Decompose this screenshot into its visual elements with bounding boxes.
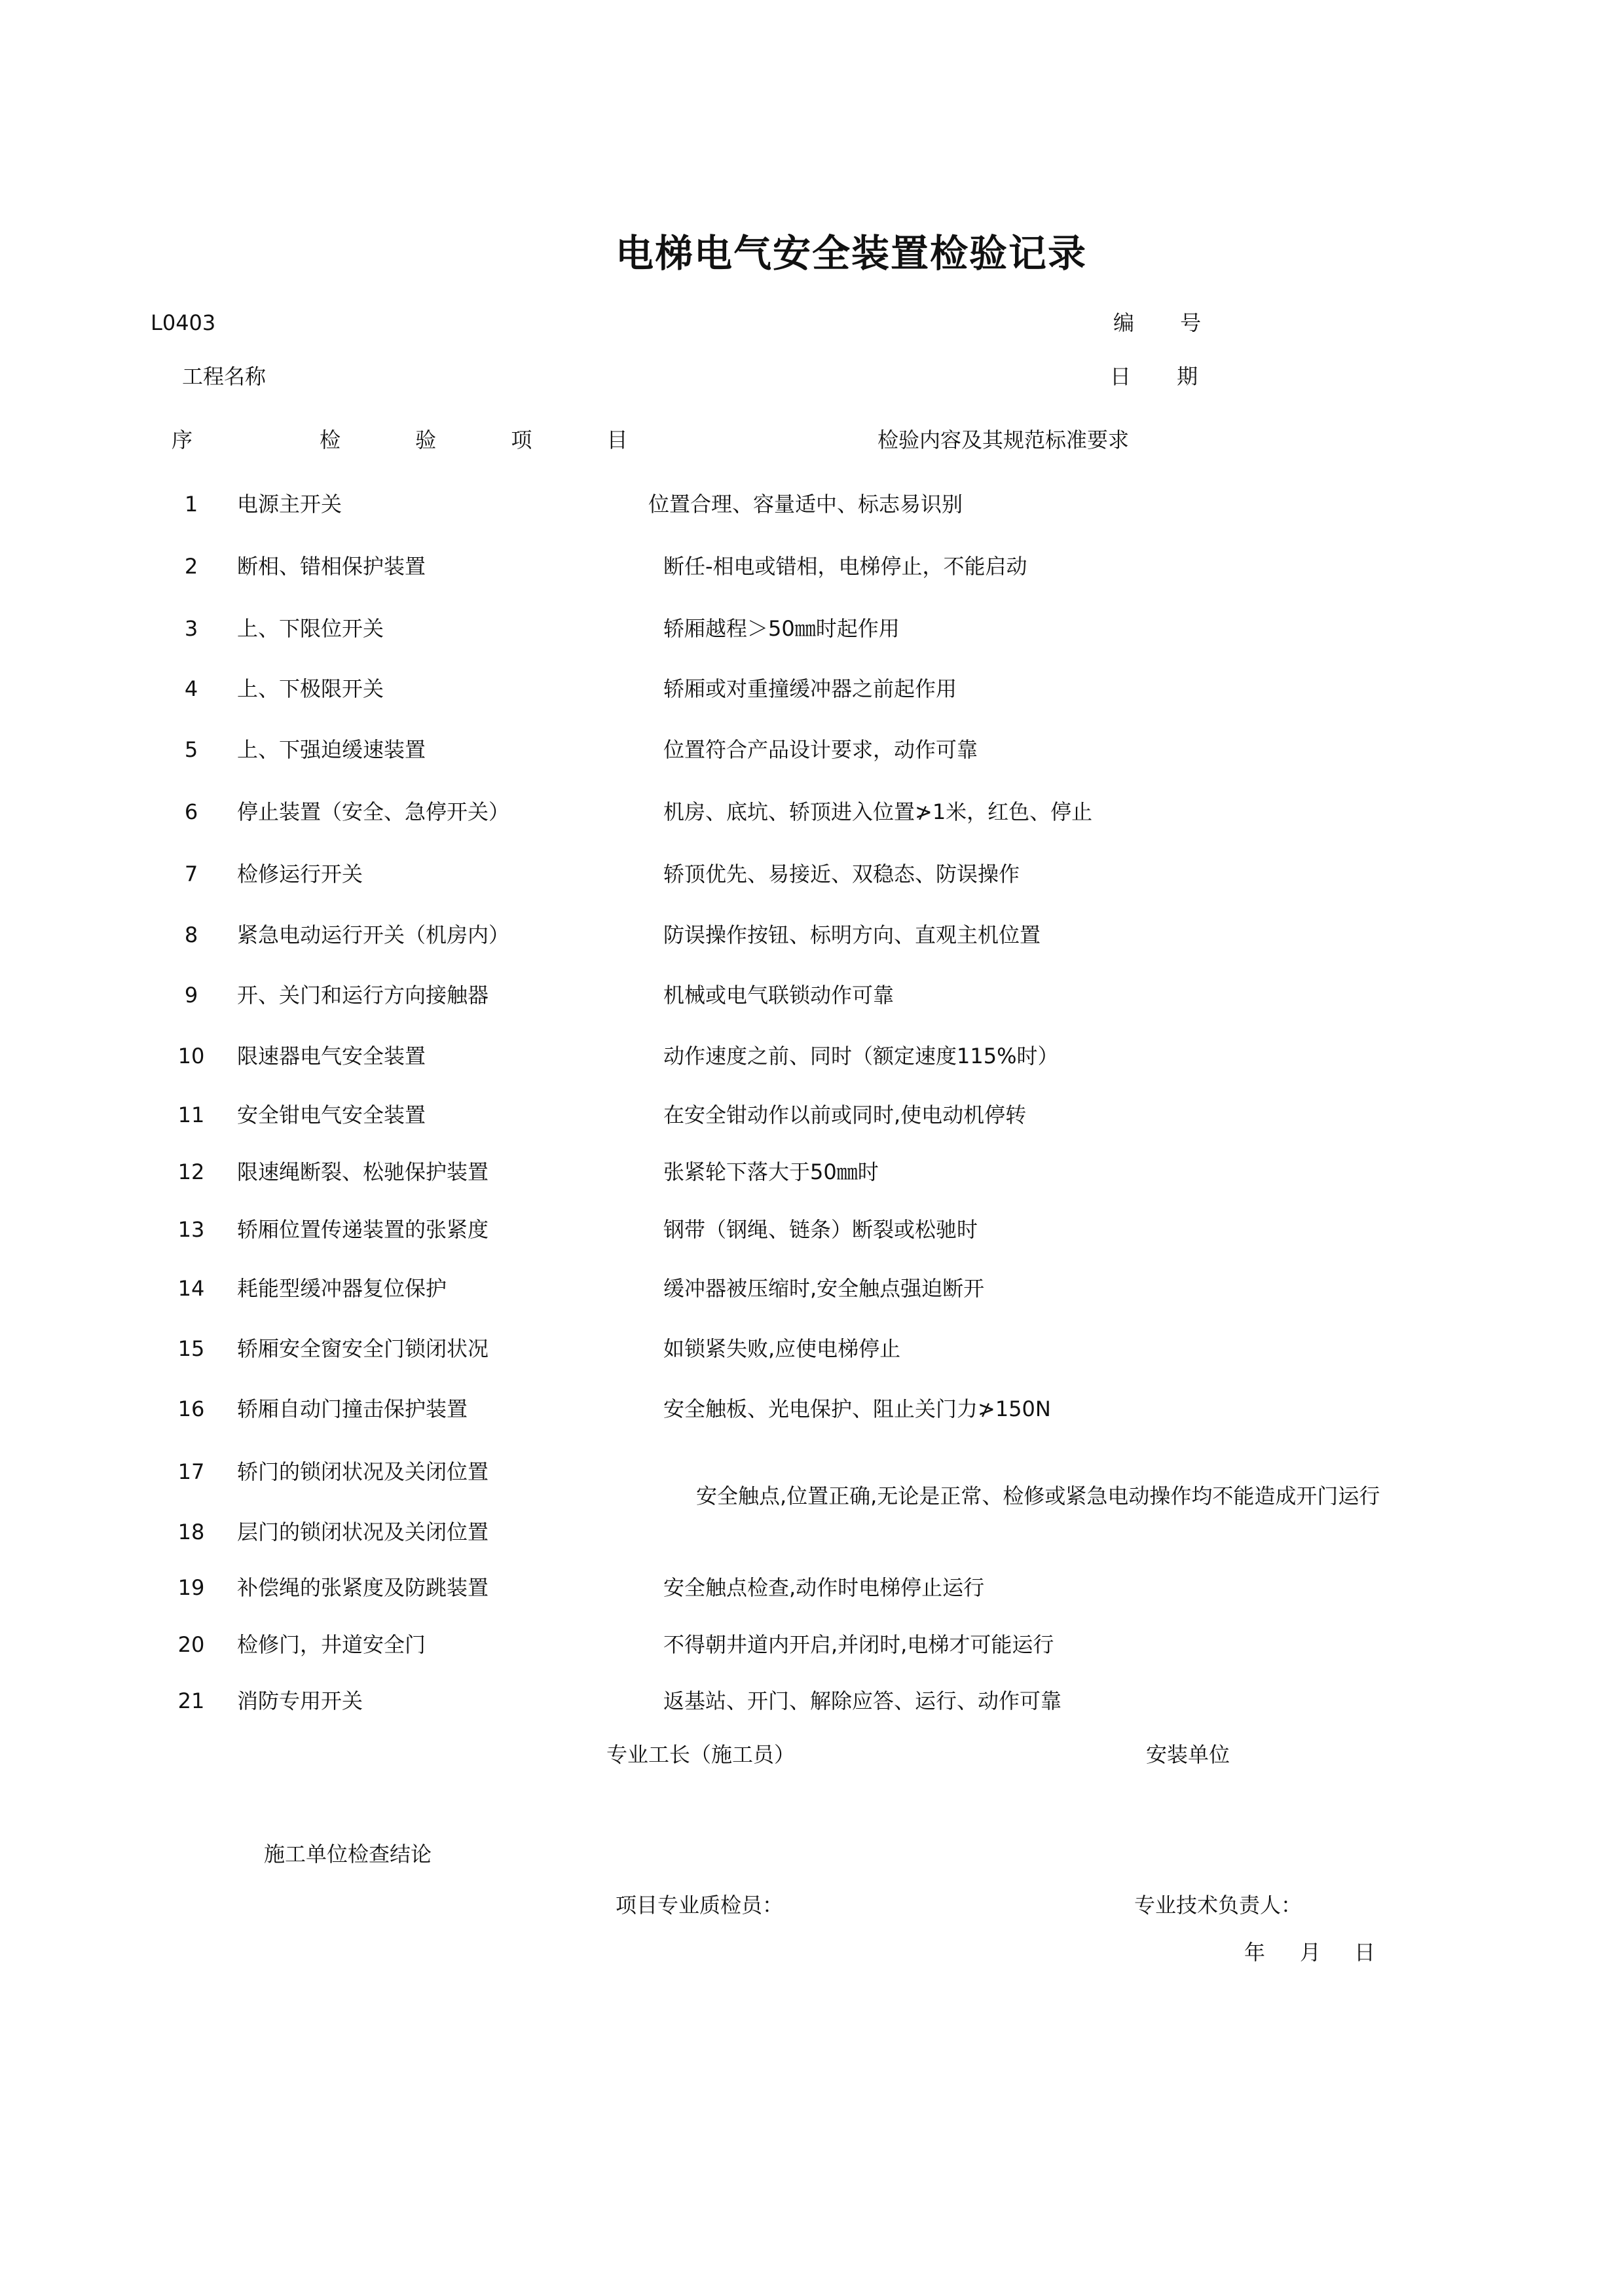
row-number: 6 xyxy=(184,799,198,824)
installation-unit-label: 安装单位 xyxy=(1146,1742,1230,1767)
row-item: 层门的锁闭状况及关闭位置 xyxy=(237,1520,489,1544)
row-number: 17 xyxy=(177,1459,205,1484)
row-number: 12 xyxy=(177,1159,205,1184)
row-requirement: 轿厢或对重撞缓冲器之前起作用 xyxy=(663,676,957,701)
date-label: 日 期 xyxy=(1110,364,1218,389)
year-label: 年 xyxy=(1244,1940,1266,1965)
row-number: 16 xyxy=(177,1396,205,1421)
row-requirement: 张紧轮下落大于50㎜时 xyxy=(663,1159,879,1184)
row-number: 10 xyxy=(177,1044,205,1068)
row-item: 耗能型缓冲器复位保护 xyxy=(237,1276,447,1301)
row-number: 1 xyxy=(184,492,198,517)
row-item: 电源主开关 xyxy=(237,492,342,517)
row-item: 上、下强迫缓速装置 xyxy=(237,737,426,762)
project-name-label: 工程名称 xyxy=(182,364,267,389)
row-number: 14 xyxy=(177,1276,205,1301)
inspection-conclusion-label: 施工单位检查结论 xyxy=(264,1842,432,1867)
row-requirement: 轿顶优先、易接近、双稳态、防误操作 xyxy=(663,862,1020,886)
row-item: 限速器电气安全装置 xyxy=(237,1044,426,1068)
row-requirement: 安全触板、光电保护、阻止关门力≯150N xyxy=(663,1396,1051,1421)
row-item: 开、关门和运行方向接触器 xyxy=(237,983,489,1008)
row-item: 轿厢自动门撞击保护装置 xyxy=(237,1396,468,1421)
column-header-requirement: 检验内容及其规范标准要求 xyxy=(877,428,1130,452)
row-number: 8 xyxy=(184,922,198,947)
day-label: 日 xyxy=(1354,1940,1376,1965)
merged-requirement-17-18: 安全触点,位置正确,无论是正常、检修或紧急电动操作均不能造成开门运行 xyxy=(696,1484,1380,1508)
row-item: 补偿绳的张紧度及防跳装置 xyxy=(237,1575,489,1600)
row-number: 18 xyxy=(177,1520,205,1544)
row-requirement: 防误操作按钮、标明方向、直观主机位置 xyxy=(663,922,1041,947)
row-item: 紧急电动运行开关（机房内） xyxy=(237,922,510,947)
row-item: 检修门，井道安全门 xyxy=(237,1632,426,1657)
row-requirement: 在安全钳动作以前或同时,使电动机停转 xyxy=(663,1102,1027,1127)
row-requirement: 机械或电气联锁动作可靠 xyxy=(663,983,895,1008)
row-number: 9 xyxy=(184,983,198,1008)
row-item: 检修运行开关 xyxy=(237,862,363,886)
row-requirement: 机房、底坑、轿顶进入位置≯1米，红色、停止 xyxy=(663,799,1093,824)
row-item: 轿厢位置传递装置的张紧度 xyxy=(237,1217,489,1242)
row-number: 15 xyxy=(177,1336,205,1361)
row-requirement: 钢带（钢绳、链条）断裂或松驰时 xyxy=(663,1217,978,1242)
row-requirement: 如锁紧失败,应使电梯停止 xyxy=(663,1336,901,1361)
row-number: 13 xyxy=(177,1217,205,1242)
row-requirement: 断任-相电或错相，电梯停止，不能启动 xyxy=(663,554,1027,579)
quality-inspector-label: 项目专业质检员： xyxy=(616,1893,784,1918)
row-item: 轿厢安全窗安全门锁闭状况 xyxy=(237,1336,489,1361)
row-item: 上、下限位开关 xyxy=(237,616,384,641)
row-item: 停止装置（安全、急停开关） xyxy=(237,799,510,824)
row-item: 轿门的锁闭状况及关闭位置 xyxy=(237,1459,489,1484)
row-item: 断相、错相保护装置 xyxy=(237,554,426,579)
technical-lead-label: 专业技术负责人： xyxy=(1134,1893,1302,1918)
row-item: 消防专用开关 xyxy=(237,1688,363,1713)
foreman-label: 专业工长（施工员） xyxy=(606,1742,796,1767)
serial-number-label: 编 号 xyxy=(1113,310,1221,335)
row-requirement: 返基站、开门、解除应答、运行、动作可靠 xyxy=(663,1688,1062,1713)
row-number: 5 xyxy=(184,737,198,762)
page-title: 电梯电气安全装置检验记录 xyxy=(615,231,1087,276)
row-requirement: 动作速度之前、同时（额定速度115%时） xyxy=(663,1044,1059,1068)
row-requirement: 轿厢越程＞50㎜时起作用 xyxy=(663,616,900,641)
form-code: L0403 xyxy=(151,310,216,335)
row-item: 安全钳电气安全装置 xyxy=(237,1102,426,1127)
column-header-item: 检 验 项 目 xyxy=(320,428,662,452)
row-number: 2 xyxy=(184,554,198,579)
month-label: 月 xyxy=(1300,1940,1321,1965)
row-number: 20 xyxy=(177,1632,205,1657)
row-number: 7 xyxy=(184,862,198,886)
row-requirement: 不得朝井道内开启,并闭时,电梯才可能运行 xyxy=(663,1632,1054,1657)
row-requirement: 缓冲器被压缩时,安全触点强迫断开 xyxy=(663,1276,985,1301)
row-requirement: 位置符合产品设计要求，动作可靠 xyxy=(663,737,978,762)
column-header-no: 序 xyxy=(172,428,193,452)
row-number: 21 xyxy=(177,1688,205,1713)
row-requirement: 位置合理、容量适中、标志易识别 xyxy=(648,492,963,517)
row-item: 限速绳断裂、松驰保护装置 xyxy=(237,1159,489,1184)
row-number: 11 xyxy=(177,1102,205,1127)
row-number: 19 xyxy=(177,1575,205,1600)
row-requirement: 安全触点检查,动作时电梯停止运行 xyxy=(663,1575,985,1600)
row-item: 上、下极限开关 xyxy=(237,676,384,701)
row-number: 3 xyxy=(184,616,198,641)
row-number: 4 xyxy=(184,676,198,701)
